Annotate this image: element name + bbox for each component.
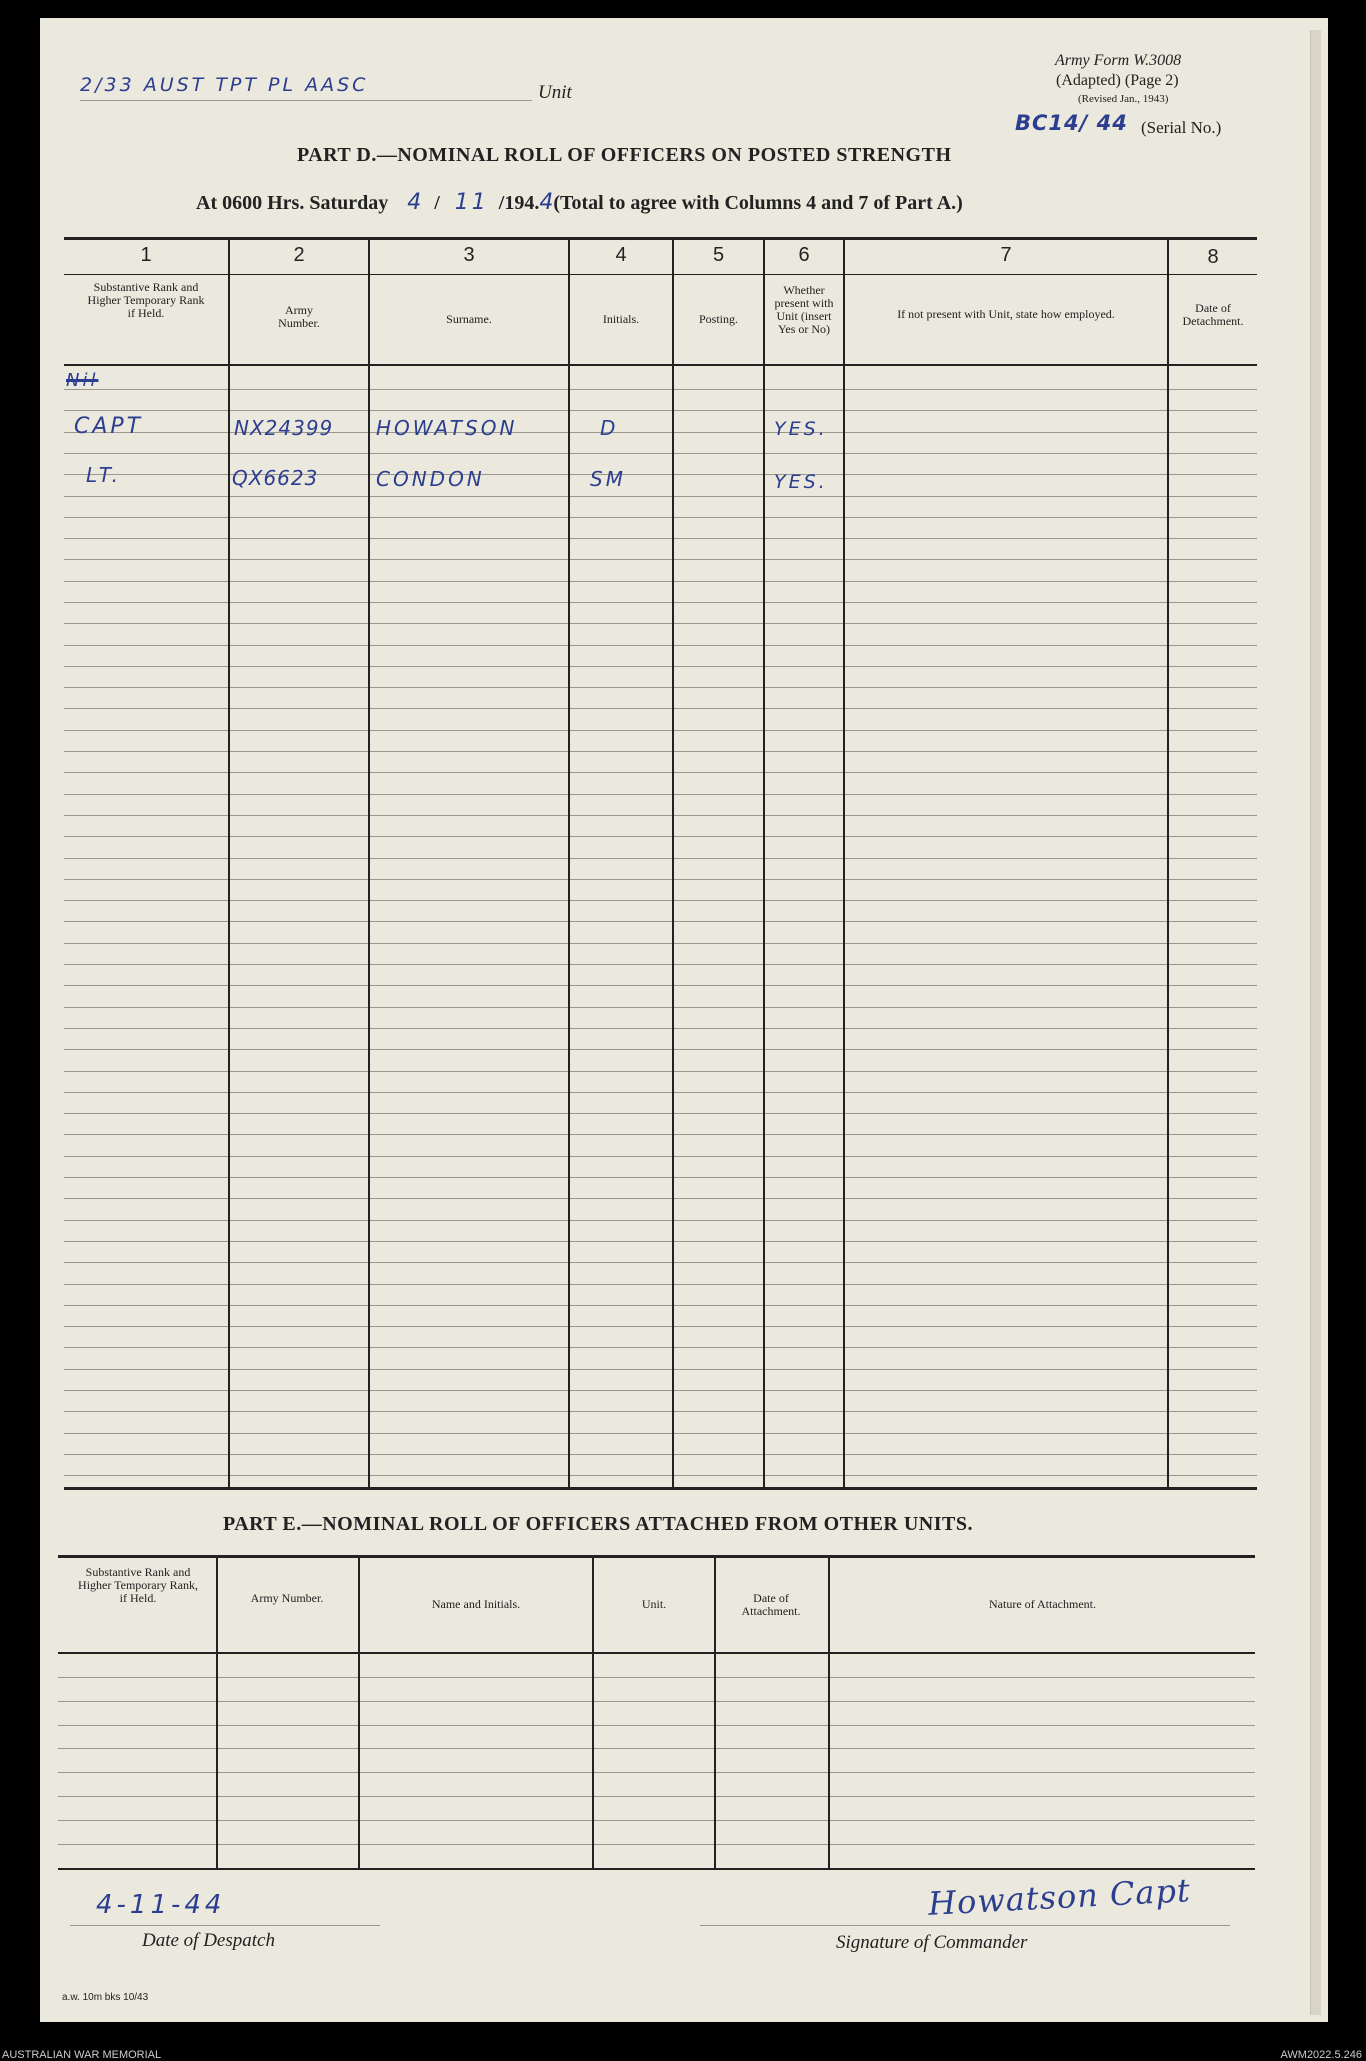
- row-present: YES.: [774, 418, 828, 440]
- ruled-row-line: [64, 559, 1257, 560]
- ruled-row-line: [64, 794, 1257, 795]
- row-initials: SM: [590, 467, 626, 491]
- ruled-row-line: [64, 1007, 1257, 1008]
- unit-value: 2/33 AUST TPT PL AASC: [80, 74, 369, 96]
- col-divider: [714, 1555, 716, 1870]
- col-num: 1: [140, 244, 152, 266]
- ruled-row-line: [64, 1284, 1257, 1285]
- col-label: Unit.: [641, 1597, 667, 1611]
- signature-text: Howatson Capt: [927, 1871, 1192, 1923]
- part-e-title: PART E.—NOMINAL ROLL OF OFFICERS ATTACHED FROM OTHER UNITS.: [223, 1513, 973, 1535]
- col-label: If not present with Unit, state how employed.: [897, 307, 1115, 321]
- part-d-title: PART D.—NOMINAL ROLL OF OFFICERS ON POSTED STRENGTH: [297, 144, 952, 166]
- ruled-row-line: [64, 1049, 1257, 1050]
- ruled-row-line: [64, 708, 1257, 709]
- struck-entry: Nil: [66, 370, 99, 391]
- archive-accession: AWM2022.5.246: [1280, 2049, 1362, 2061]
- ruled-row-line: [64, 538, 1257, 539]
- ruled-row-line: [64, 730, 1257, 731]
- col-divider: [672, 237, 674, 1489]
- date-year-digit: 4: [539, 190, 554, 215]
- ruled-row-line: [58, 1844, 1255, 1845]
- row-initials: D: [600, 416, 619, 440]
- ruled-row-line: [64, 751, 1257, 752]
- ruled-row-line: [64, 1092, 1257, 1093]
- ruled-row-line: [64, 602, 1257, 603]
- col-label: Posting.: [698, 312, 738, 326]
- ruled-row-line: [64, 836, 1257, 837]
- unit-dotted-line: [80, 100, 532, 101]
- date-year-prefix: 194.: [504, 192, 540, 214]
- date-prefix: At 0600 Hrs. Saturday: [196, 192, 389, 214]
- ruled-row-line: [64, 1113, 1257, 1114]
- header-bottom-border: [64, 364, 1257, 366]
- ruled-row-line: [64, 943, 1257, 944]
- col-num: 2: [293, 244, 305, 266]
- ruled-row-line: [58, 1796, 1255, 1797]
- row-present: YES.: [774, 471, 828, 493]
- col-divider: [228, 237, 230, 1489]
- archive-credit: AUSTRALIAN WAR MEMORIAL: [2, 2049, 162, 2061]
- ruled-row-line: [64, 666, 1257, 667]
- col-label: Whether present with Unit (insert Yes or No): [774, 283, 834, 336]
- col-num: 6: [798, 244, 810, 266]
- col-divider: [216, 1555, 218, 1870]
- ruled-row-line: [64, 687, 1257, 688]
- ruled-row-line: [64, 496, 1257, 497]
- row-army-number: QX6623: [232, 466, 319, 490]
- ruled-row-line: [64, 453, 1257, 454]
- date-day: 4: [407, 190, 425, 215]
- col-num: 7: [1000, 244, 1012, 266]
- page-edge: [1310, 30, 1321, 2015]
- ruled-row-line: [64, 772, 1257, 773]
- ruled-row-line: [64, 1390, 1257, 1391]
- ruled-row-line: [64, 964, 1257, 965]
- ruled-row-line: [64, 1198, 1257, 1199]
- date-month: 11: [454, 190, 489, 215]
- ruled-row-line: [58, 1772, 1255, 1773]
- ruled-row-line: [64, 1241, 1257, 1242]
- table-top-border: [58, 1555, 1255, 1558]
- ruled-row-line: [64, 1156, 1257, 1157]
- serial-value: BC14/ 44: [1015, 111, 1128, 135]
- col-num: 4: [615, 244, 627, 266]
- ruled-row-line: [64, 1326, 1257, 1327]
- form-line1: Army Form W.3008: [1055, 52, 1182, 69]
- table-top-border: [64, 237, 1257, 240]
- header-bottom-border: [58, 1652, 1255, 1654]
- ruled-row-line: [64, 879, 1257, 880]
- col-divider: [1167, 237, 1169, 1489]
- col-label: Initials.: [602, 312, 640, 326]
- serial-label: (Serial No.): [1141, 118, 1222, 137]
- row-surname: CONDON: [376, 467, 485, 491]
- form-line2: (Adapted) (Page 2): [1056, 72, 1179, 89]
- ruled-row-line: [64, 858, 1257, 859]
- ruled-row-line: [58, 1748, 1255, 1749]
- col-label: Army Number.: [250, 1591, 324, 1605]
- ruled-row-line: [64, 623, 1257, 624]
- ruled-row-line: [58, 1701, 1255, 1702]
- ruled-row-line: [64, 1411, 1257, 1412]
- col-divider: [763, 237, 765, 1489]
- ruled-row-line: [58, 1725, 1255, 1726]
- col-num: 3: [463, 244, 475, 266]
- part-d-date: At 0600 Hrs. Saturday 4 / 11 /194.4(Total to agree with Columns 4 and 7 of Part A.): [196, 190, 963, 215]
- col-label: Surname.: [446, 312, 492, 326]
- ruled-row-line: [64, 900, 1257, 901]
- ruled-row-line: [64, 1071, 1257, 1072]
- col-label: Date of Attachment.: [741, 1591, 801, 1618]
- ruled-row-line: [64, 517, 1257, 518]
- ruled-row-line: [58, 1820, 1255, 1821]
- col-divider: [368, 237, 370, 1489]
- ruled-row-line: [64, 1347, 1257, 1348]
- ruled-row-line: [58, 1677, 1255, 1678]
- despatch-dotted-line: [70, 1925, 380, 1926]
- form-line3: (Revised Jan., 1943): [1078, 93, 1169, 105]
- signature-dotted-line: [700, 1925, 1230, 1926]
- col-label: Date of Detachment.: [1182, 301, 1244, 328]
- col-divider: [843, 237, 845, 1489]
- ruled-row-line: [64, 645, 1257, 646]
- col-label: Nature of Attachment.: [989, 1597, 1096, 1611]
- col-num: 8: [1207, 246, 1219, 268]
- col-num: 5: [712, 244, 725, 266]
- col-divider: [568, 237, 570, 1489]
- ruled-row-line: [64, 985, 1257, 986]
- date-suffix: (Total to agree with Columns 4 and 7 of Part A.): [553, 192, 963, 214]
- col-label: Name and Initials.: [431, 1597, 521, 1611]
- col-label: Substantive Rank and Higher Temporary Rank if Held.: [87, 280, 205, 320]
- column-number-divider: [64, 274, 1257, 275]
- ruled-row-line: [64, 1134, 1257, 1135]
- despatch-date-value: 4-11-44: [96, 1890, 226, 1920]
- unit-label: Unit: [538, 82, 572, 103]
- ruled-row-line: [64, 1433, 1257, 1434]
- signature-label: Signature of Commander: [836, 1932, 1028, 1953]
- printer-mark: a.w. 10m bks 10/43: [62, 1992, 149, 2003]
- col-label: Substantive Rank and Higher Temporary Rank, if Held.: [78, 1565, 198, 1605]
- ruled-row-line: [64, 1369, 1257, 1370]
- table-bottom-border: [58, 1868, 1255, 1870]
- ruled-row-line: [64, 1262, 1257, 1263]
- row-rank: LT.: [86, 463, 121, 487]
- ruled-row-line: [64, 1475, 1257, 1476]
- row-army-number: NX24399: [234, 416, 334, 440]
- table-bottom-border: [64, 1487, 1257, 1490]
- ruled-row-line: [64, 1028, 1257, 1029]
- col-label: Army Number.: [278, 303, 320, 330]
- ruled-row-line: [64, 1220, 1257, 1221]
- despatch-date-label: Date of Despatch: [142, 1930, 275, 1951]
- ruled-row-line: [64, 581, 1257, 582]
- ruled-row-line: [64, 1177, 1257, 1178]
- ruled-row-line: [64, 921, 1257, 922]
- ruled-row-line: [64, 410, 1257, 411]
- ruled-row-line: [64, 1454, 1257, 1455]
- row-surname: HOWATSON: [376, 416, 518, 440]
- row-rank: CAPT: [74, 414, 144, 439]
- ruled-row-line: [64, 389, 1257, 390]
- ruled-row-line: [64, 815, 1257, 816]
- ruled-row-line: [64, 1305, 1257, 1306]
